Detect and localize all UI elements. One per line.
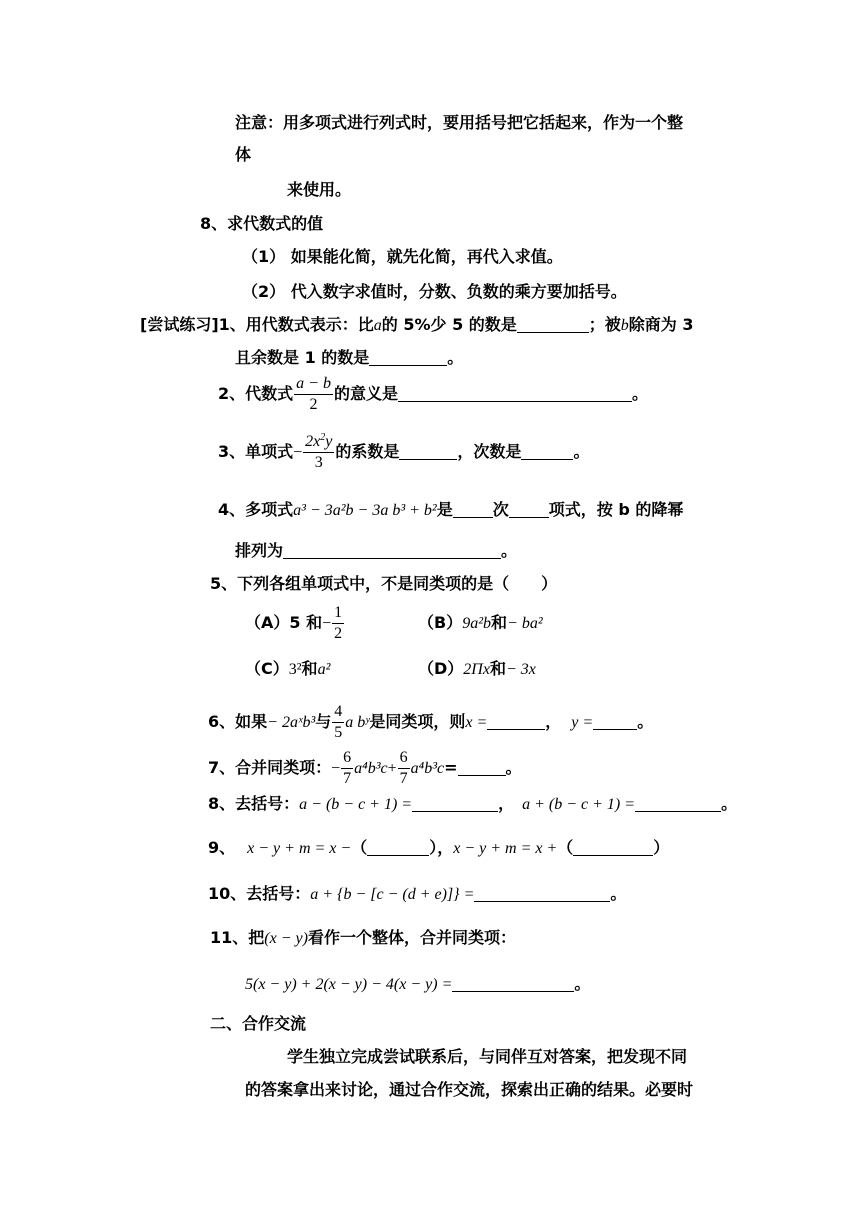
q3-mid: 的系数是 [335,442,400,461]
q6-fraction [332,702,344,743]
q5-b-and: 和 [491,613,508,632]
q6-blank-x[interactable] [487,713,545,730]
q5-d-expr2: − 3x [505,661,536,678]
q3-numerator [303,432,334,453]
q10-expr: a + {b − [c − (d + e)]} = [310,886,475,903]
q3-num-tail: y [325,433,333,450]
q5-a-denominator: 2 [334,625,343,642]
q6-numerator: 4 [332,702,344,723]
q1-var-a: a [373,317,382,334]
q2-period: 。 [631,384,648,403]
section-8-item-1: （1） 如果能化简，就先化简，再代入求值。 [242,247,563,266]
q11-prefix: 11、把 [210,928,265,947]
q7-blank[interactable] [458,759,506,776]
section-8-title: 8、求代数式的值 [200,214,324,233]
q7-numerator-2: 6 [398,748,410,769]
q2-denominator: 2 [309,396,318,413]
q4-period: 。 [501,541,518,560]
q6-expr2: a bʸ [345,714,370,731]
section-2-paragraph-2: 的答案拿出来讨论，通过合作交流，探索出正确的结果。必要时 [245,1080,694,1099]
q5-c-expr2: a² [317,661,331,678]
q9-paren-open-2: （ [557,838,574,857]
q5-c-and: 和 [301,659,318,678]
q1-end: 除商为 3 [628,315,694,334]
q7-term-1: a⁴b³c [354,760,388,777]
q11-period: 。 [574,974,591,993]
q6-with: 与 [315,712,332,731]
q1-var-b: b [620,317,629,334]
question-3 [218,432,589,473]
q8-comma: ， [498,794,515,813]
q2-fraction [294,374,333,415]
q5-a-fraction [332,603,344,644]
q7-period: 。 [505,758,522,777]
q2-prefix: 2、代数式 [218,384,294,403]
q9-expr1: x − y + m = x − [247,840,352,857]
q6-prefix: 6、如果 [208,712,268,731]
q11-suffix: 看作一个整体，合并同类项： [307,928,516,947]
q8-blank-1[interactable] [412,795,498,812]
q1-line2-text: 且余数是 1 的数是 [235,348,370,367]
q3-minus: − [293,444,303,461]
q9-prefix: 9、 [208,838,236,857]
q2-blank[interactable] [398,385,632,402]
q1-mid: 的 5%少 5 的数是 [381,315,517,334]
q5-option-d [418,659,536,680]
q6-x-label: x = [465,714,488,731]
q7-denominator-1: 7 [343,770,352,787]
q5-d-label: （D） [418,659,464,678]
q5-option-b [418,613,543,634]
q4-ci: 次 [492,500,509,519]
q5-d-expr1: 2Πx [463,661,490,678]
q8-blank-2[interactable] [635,795,721,812]
q3-num-base: 2x [305,433,321,450]
q7-minus: − [331,760,341,777]
q3-denominator: 3 [314,454,323,471]
q4-blank-3[interactable] [283,542,501,559]
question-8 [208,794,737,815]
q9-expr2: x − y + m = x + [453,840,558,857]
q2-suffix: 的意义是 [333,384,398,403]
q5-b-label: （B） [418,613,463,632]
q8-expr1: a − (b − c + 1) = [299,796,413,813]
note-line-1: 注意：用多项式进行列式时，要用括号把它括起来，作为一个整 [235,113,684,132]
q7-prefix: 7、合并同类项： [208,758,332,777]
q3-blank-1[interactable] [399,443,457,460]
q5-c-label: （C） [245,659,289,678]
q1-period: 。 [447,348,464,367]
q4-line2-text: 排列为 [235,541,284,560]
q10-period: 。 [610,884,627,903]
note-line-2: 体 [235,145,252,164]
question-11 [210,928,516,949]
q5-d-and: 和 [489,659,506,678]
q3-prefix: 3、单项式 [218,442,294,461]
section-2-title: 二、合作交流 [210,1014,307,1033]
q10-prefix: 10、去括号： [208,884,311,903]
q7-equals: = [444,758,458,777]
q9-blank-1[interactable] [367,839,429,856]
q5-a-minus: − [322,615,332,632]
q9-comma: ， [437,838,454,857]
q5-a-numerator: 1 [332,603,344,624]
question-1 [140,315,694,336]
q3-fraction [303,432,334,473]
q6-expr1: − 2aˣb³ [267,714,316,731]
question-4 [218,500,683,521]
q10-blank[interactable] [474,885,610,902]
q4-blank-2[interactable] [509,501,549,518]
question-7 [208,748,522,789]
q9-paren-open-1: （ [351,838,368,857]
question-1-line-2 [235,348,463,368]
q4-prefix: 4、多项式 [218,500,294,519]
q1-semicolon: ；被 [588,315,621,334]
q5-a-label: （A）5 和 [245,613,323,632]
q6-mid: 是同类项，则 [369,712,466,731]
q3-blank-2[interactable] [521,443,573,460]
q3-period: 。 [573,442,590,461]
q1-blank-1[interactable] [517,316,589,333]
q6-denominator: 5 [334,724,343,741]
section-8-item-2: （2） 代入数字求值时，分数、负数的乘方要加括号。 [242,282,627,301]
q1-blank-2[interactable] [369,349,447,366]
q5-option-a [245,603,345,644]
question-6 [208,702,653,743]
q11-var: (x − y) [264,930,308,947]
q7-plus: + [387,760,397,777]
q9-paren-close-1: ） [429,838,438,857]
q6-blank-y[interactable] [593,713,637,730]
note-line-3: 来使用。 [287,180,352,199]
q6-y-label: y = [571,714,594,731]
q11-blank[interactable] [452,975,574,992]
q8-period: 。 [721,794,738,813]
question-4-line-2 [235,541,517,561]
section-2-paragraph-1: 学生独立完成尝试联系后，与同伴互对答案，把发现不同 [287,1047,688,1066]
q6-comma: ， [545,712,562,731]
q6-period: 。 [637,712,654,731]
q5-b-expr2: − ba² [507,615,543,632]
q7-fraction-2 [398,748,410,789]
q7-denominator-2: 7 [399,770,408,787]
question-5: 5、下列各组单项式中，不是同类项的是（ ） [210,574,558,593]
q5-c-expr1: 3² [288,661,302,678]
question-11-line-2 [245,974,590,995]
q4-xiang: 项式，按 b 的降幂 [548,500,684,519]
q3-num-exp: 2 [320,432,326,443]
q7-numerator-1: 6 [341,748,353,769]
q3-comma: ， [457,442,474,461]
q4-is: 是 [436,500,453,519]
q9-paren-close-2: ） [653,838,670,857]
q9-blank-2[interactable] [573,839,653,856]
q4-expression: a³ − 3a²b − 3a b³ + b² [293,502,437,519]
q1-prefix: [尝试练习]1、用代数式表示：比 [140,315,374,334]
q8-prefix: 8、去括号： [208,794,300,813]
q11-expression: 5(x − y) + 2(x − y) − 4(x − y) = [245,976,453,993]
q7-term-2: a⁴b³c [410,760,445,777]
question-9 [208,838,669,859]
q2-numerator: a − b [294,374,333,395]
q5-option-c [245,659,330,680]
q5-b-expr1: 9a²b [462,615,491,632]
q7-fraction-1 [341,748,353,789]
question-2 [218,374,648,415]
q8-expr2: a + (b − c + 1) = [522,796,636,813]
q3-mid2: 次数是 [473,442,522,461]
q4-blank-1[interactable] [453,501,493,518]
question-10 [208,884,626,905]
